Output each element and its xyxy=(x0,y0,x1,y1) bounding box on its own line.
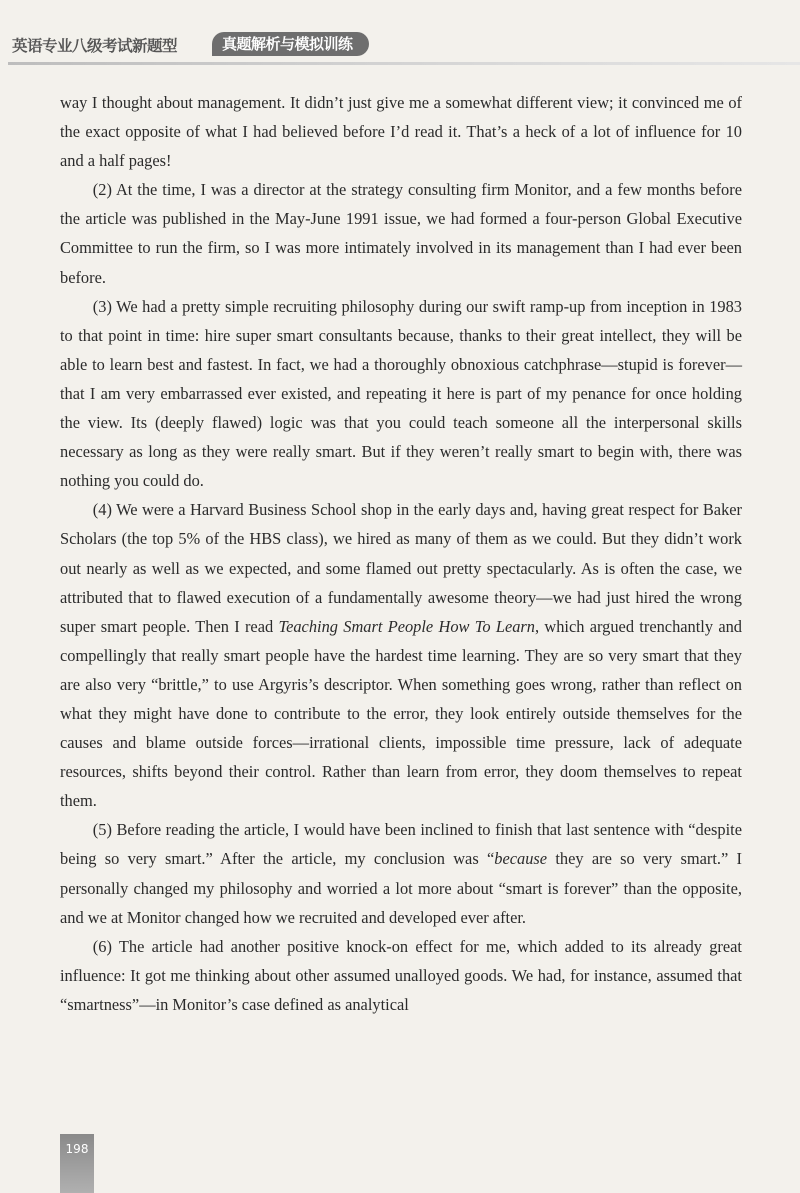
paragraph-4-text-b: , which argued trenchantly and compellingly that really smart people have the hardest time learning. They are so very smart that they are also very “brittle,” to use Argyris’s descriptor. When something goes wrong, rather than reflect on what they might have done to contribute to the error, they look entirely outside themselves for the causes and blame outside forces—irrational clients, impossible time pressure, lack of adequate resources, shifts beyond their control. Rather than learn from error, they doom themselves to repeat them. xyxy=(60,616,742,811)
because-italic: because xyxy=(494,849,548,869)
article-title-italic: Teaching Smart People How To Learn xyxy=(278,616,535,636)
series-title: 英语专业八级考试新题型 xyxy=(12,37,178,55)
paragraph-5-text-b: they are so very smart.” I personally changed my philosophy and worried a lot more about “smart is forever” than the opposite, and we at Monitor changed how we recruited and developed ever after. xyxy=(60,849,742,927)
page-number: 198 xyxy=(65,1142,89,1156)
article-body xyxy=(60,88,742,1019)
paragraph-5-text-a: (5) Before reading the article, I would have been inclined to finish that last sentence with “despite being so very smart.” After the article, my conclusion was “ xyxy=(60,820,742,869)
series-subtitle-tab: 真题解析与模拟训练 xyxy=(212,32,369,56)
paragraph-6: (6) The article had another positive knock-on effect for me, which added to its already great influence: It got me thinking about other assumed unalloyed goods. We had, for instance, assumed that “smartness”—in Monitor’s case defined as analytical xyxy=(60,936,742,1014)
header-rule xyxy=(8,62,800,65)
paragraph-2: (2) At the time, I was a director at the strategy consulting firm Monitor, and a few months before the article was published in the May-June 1991 issue, we had formed a four-person Global Executive Committee to run the firm, so I was more intimately involved in its management than I had ever been before. xyxy=(60,180,742,287)
paragraph-3: (3) We had a pretty simple recruiting philosophy during our swift ramp-up from inception in 1983 to that point in time: hire super smart consultants because, thanks to their great intellect, they will be able to learn best and fastest. In fact, we had a thoroughly obnoxious catchphrase—stupid is forever—that I am very embarrassed ever existed, and repeating it here is part of my penance for once holding the view. Its (deeply flawed) logic was that you could teach someone all the interpersonal skills necessary as long as they were really smart. But if they weren’t really smart to begin with, there was nothing you could do. xyxy=(60,296,742,491)
paragraph-4-text-a: (4) We were a Harvard Business School shop in the early days and, having great respect for Baker Scholars (the top 5% of the HBS class), we hired as many of them as we could. But they didn’t work out nearly as well as we expected, and some flamed out pretty spectacularly. As is often the case, we attributed that to flawed execution of a fundamentally awesome theory—we had just hired the wrong super smart people. Then I read xyxy=(60,500,742,636)
paragraph-5 xyxy=(60,815,742,931)
page-number-tab xyxy=(60,1134,94,1193)
paragraph-1: way I thought about management. It didn’t just give me a somewhat different view; it convinced me of the exact opposite of what I had believed before I’d read it. That’s a heck of a lot of influence for 10 and a half pages! xyxy=(60,93,742,171)
paragraph-4 xyxy=(60,495,742,815)
page-header xyxy=(0,26,800,66)
